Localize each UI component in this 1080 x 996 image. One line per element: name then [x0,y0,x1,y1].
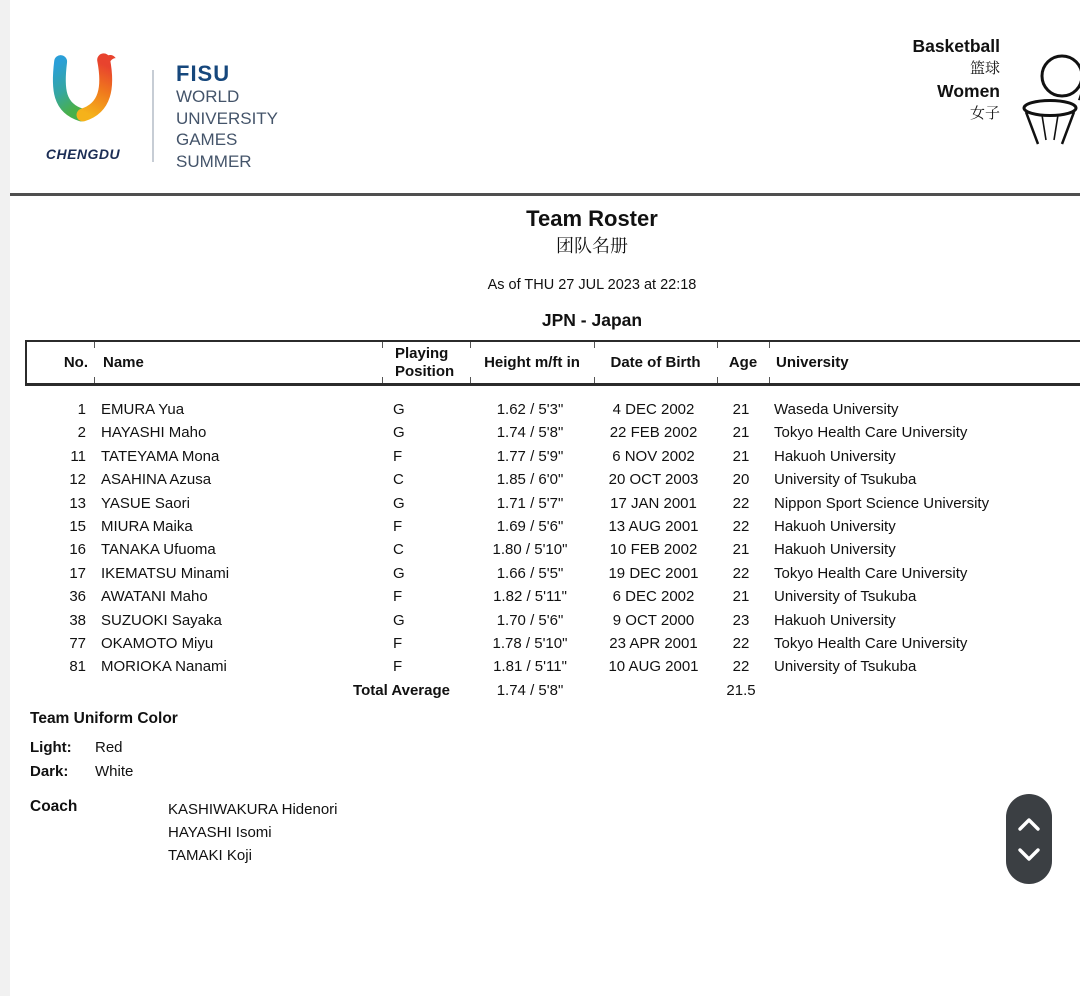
fisu-line-games: GAMES [176,130,238,149]
player-number: 17 [69,564,86,582]
player-height: 1.81 / 5'11" [493,658,567,676]
table-row [25,655,1080,678]
fisu-line-world: WORLD [176,87,240,106]
player-height: 1.71 / 5'7" [496,494,564,512]
chengdu-games-logo [40,52,126,140]
player-name: HAYASHI Maho [101,424,207,442]
player-position: G [393,494,405,512]
table-row [25,445,1080,468]
roster-table [25,340,1080,702]
player-position: C [393,541,404,559]
fisu-line-summer: SUMMER [176,151,252,171]
player-name: IKEMATSU Minami [101,564,230,582]
player-age: 21 [732,447,750,465]
player-number: 16 [69,541,86,559]
fisu-wordmark: FISU [176,61,231,86]
player-number: 36 [69,588,86,606]
player-dob: 10 FEB 2002 [609,541,698,559]
header-rule [10,193,1080,196]
col-header-position-line1: Playing [395,344,449,362]
col-header-name: Name [94,342,382,383]
as-of-timestamp: As of THU 27 JUL 2023 at 22:18 [487,277,697,293]
col-header-height: Height m/ft in [470,342,594,383]
uniform-dark-value: White [95,763,134,780]
col-header-position-line2: Position [395,362,455,380]
player-university: Hakuoh University [774,447,896,465]
player-position: G [393,401,405,418]
player-dob: 23 APR 2001 [609,634,698,652]
page-edge [0,0,10,996]
table-row [25,585,1080,608]
player-age: 20 [732,471,750,489]
scroll-up-button[interactable] [1016,815,1042,833]
player-age: 21 [732,588,750,606]
uniform-section-title: Team Uniform Color [30,710,178,727]
player-name: SUZUOKI Sayaka [101,611,222,629]
player-name: EMURA Yua [101,401,185,418]
player-dob: 20 OCT 2003 [608,471,699,489]
player-name: TANAKA Ufuoma [101,541,216,559]
player-name: ASAHINA Azusa [101,471,212,489]
player-position: G [393,611,405,629]
player-age: 21 [732,541,750,559]
sport-name-zh: 篮球 [969,60,1000,77]
player-name: OKAMOTO Miyu [101,634,214,652]
player-number: 11 [70,447,86,465]
player-age: 22 [732,564,750,582]
player-age: 22 [732,658,750,676]
player-dob: 19 DEC 2001 [608,564,699,582]
player-university: Tokyo Health Care University [774,564,968,582]
player-age: 22 [732,517,750,535]
player-position: F [393,517,403,535]
player-name: AWATANI Maho [101,588,208,606]
uniform-dark-label: Dark: [30,763,69,780]
col-header-dob: Date of Birth [594,342,717,383]
player-height: 1.66 / 5'5" [496,564,564,582]
total-average-age: 21.5 [726,681,756,699]
player-number: 2 [77,424,86,442]
player-position: C [393,471,404,489]
gender-label-zh: 女子 [969,105,1000,122]
player-university: Hakuoh University [774,611,896,629]
player-dob: 13 AUG 2001 [608,517,699,535]
player-name: MORIOKA Nanami [101,658,227,676]
player-position: G [393,424,405,442]
player-dob: 10 AUG 2001 [608,658,699,676]
player-height: 1.85 / 6'0" [496,471,564,489]
fisu-logo-block [176,62,278,172]
total-average-dob-spacer [592,679,715,702]
scroll-control [1006,794,1052,884]
player-dob: 9 OCT 2000 [612,611,695,629]
player-dob: 22 FEB 2002 [609,424,698,442]
chevron-up-icon [1017,817,1041,832]
scroll-down-button[interactable] [1016,845,1042,863]
player-position: F [393,447,403,465]
player-height: 1.80 / 5'10" [492,541,568,559]
player-university: Hakuoh University [774,541,896,559]
player-age: 22 [732,634,750,652]
player-number: 15 [69,517,86,535]
sport-block [760,35,1000,125]
coach-name: HAYASHI Isomi [168,824,272,842]
title-block [104,206,1080,330]
player-dob: 4 DEC 2002 [612,401,695,418]
table-row [25,562,1080,585]
uniform-light-label: Light: [30,739,72,756]
player-name: MIURA Maika [101,517,193,535]
player-age: 21 [732,401,750,418]
team-name: JPN - Japan [541,310,643,330]
player-age: 22 [732,494,750,512]
player-position: F [393,634,403,652]
coach-name: TAMAKI Koji [168,847,252,865]
player-number: 1 [77,401,86,418]
table-row [25,515,1080,538]
player-dob: 6 DEC 2002 [612,588,695,606]
player-height: 1.62 / 5'3" [496,401,564,418]
fisu-line-university: UNIVERSITY [176,108,279,128]
player-university: Hakuoh University [774,517,896,535]
player-dob: 17 JAN 2001 [610,494,697,512]
coach-section-label: Coach [30,798,78,815]
col-header-university: University [769,342,1080,383]
total-average-row [25,679,1080,702]
col-header-age: Age [717,342,769,383]
player-number: 81 [69,658,86,676]
player-number: 77 [69,634,86,652]
player-position: F [393,658,403,676]
table-header-row [25,340,1080,386]
player-dob: 6 NOV 2002 [612,447,695,465]
player-number: 38 [69,611,86,629]
player-university: Nippon Sport Science University [774,494,990,512]
table-row [25,632,1080,655]
col-header-no: No. [63,354,88,371]
player-university: University of Tsukuba [774,471,917,489]
table-row [25,609,1080,632]
chevron-down-icon [1017,847,1041,862]
header-divider [152,70,154,162]
player-name: YASUE Saori [101,494,190,512]
player-number: 13 [69,494,86,512]
player-height: 1.70 / 5'6" [496,611,564,629]
chengdu-label: CHENGDU [45,146,121,162]
player-university: University of Tsukuba [774,588,917,606]
total-average-label: Total Average [353,681,450,699]
player-age: 23 [732,611,750,629]
table-row [25,538,1080,561]
player-name: TATEYAMA Mona [101,447,220,465]
total-average-univ-spacer [767,679,1080,702]
table-row [25,492,1080,515]
player-height: 1.74 / 5'8" [496,424,564,442]
basketball-icon [1022,48,1080,160]
sport-name: Basketball [912,36,1000,56]
player-university: Waseda University [774,401,899,418]
player-position: G [393,564,405,582]
page-title-zh: 团队名册 [556,236,628,256]
table-row [25,398,1080,421]
roster-rows [25,386,1080,679]
player-university: University of Tsukuba [774,658,917,676]
player-height: 1.78 / 5'10" [492,634,568,652]
player-age: 21 [732,424,750,442]
player-height: 1.69 / 5'6" [496,517,564,535]
coach-names [168,798,338,868]
player-height: 1.82 / 5'11" [493,588,567,606]
gender-label: Women [937,81,1000,101]
col-header-position [382,342,470,383]
table-row [25,468,1080,491]
uniform-light-value: Red [95,739,123,756]
player-position: F [393,588,403,606]
coach-name: KASHIWAKURA Hidenori [168,801,338,818]
table-row [25,421,1080,444]
page-title: Team Roster [526,206,658,231]
player-university: Tokyo Health Care University [774,424,968,442]
total-average-height: 1.74 / 5'8" [496,681,564,699]
player-university: Tokyo Health Care University [774,634,968,652]
player-height: 1.77 / 5'9" [496,447,564,465]
player-number: 12 [69,471,86,489]
